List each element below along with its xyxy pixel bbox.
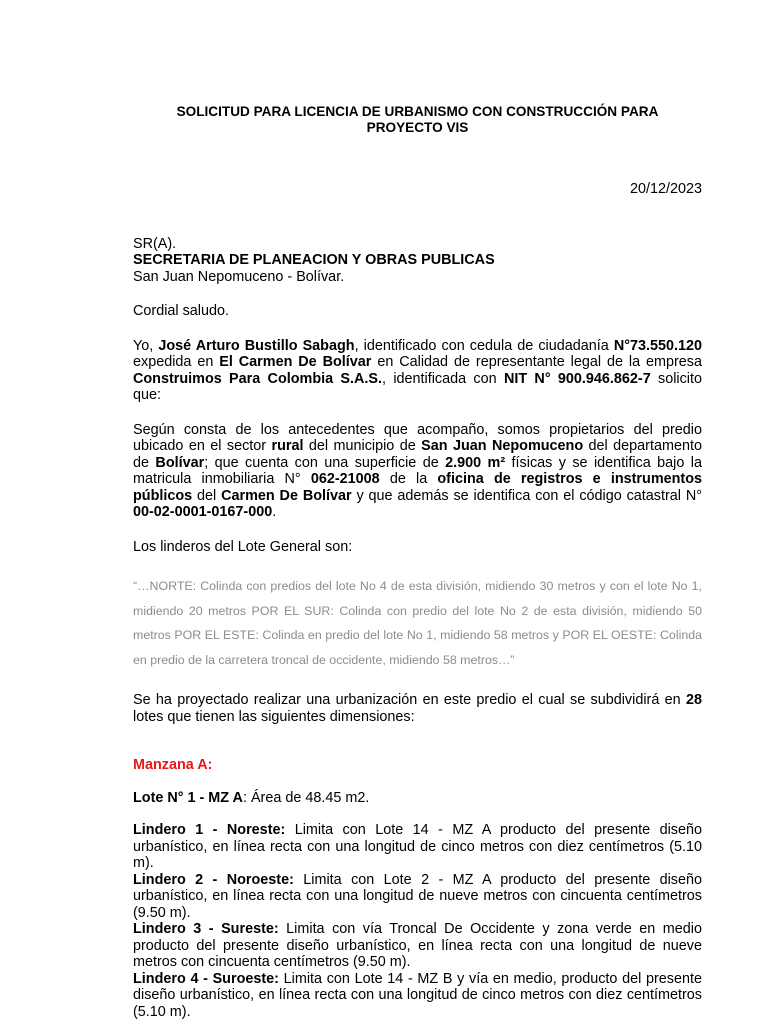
lindero-item: [133, 872, 702, 922]
property-municipality: San Juan Nepomuceno: [421, 438, 584, 454]
property-sector: rural: [271, 438, 304, 454]
addressee-block: [133, 236, 702, 286]
lote-line: [133, 790, 702, 807]
id-issue-place: El Carmen De Bolívar: [219, 354, 372, 370]
property-text: del: [192, 487, 222, 504]
property-text: de la: [379, 471, 438, 487]
intro-text: en Calidad de representante legal de la empresa: [371, 354, 703, 370]
lindero-item: [133, 971, 702, 1021]
lindero-item: [133, 822, 702, 872]
boundaries-heading: Los linderos del Lote General son:: [133, 538, 353, 555]
property-registration: 062-21008: [310, 471, 380, 487]
lote-area: : Área de 48.45 m2.: [242, 789, 370, 806]
subdivision-paragraph: [133, 692, 702, 725]
property-text: y que además se identifica con el código catastral N°: [351, 487, 702, 504]
lindero-text: Limita con Lote 14 - MZ A producto del presente diseño urbanístico, en línea recta con una longitud de cinco metros con diez centímetros (5.10 m).: [133, 822, 702, 871]
lindero-item: [133, 921, 702, 971]
lindero-label: Lindero 1 - Noreste:: [133, 822, 286, 838]
applicant-name: José Arturo Bustillo Sabagh: [158, 337, 355, 354]
applicant-id-number: N°73.550.120: [613, 337, 703, 354]
registry-office: oficina de registros e instrumentos públicos: [133, 471, 702, 504]
intro-text: Yo,: [133, 337, 159, 354]
linderos-list: [133, 822, 702, 1020]
addressee-location: San Juan Nepomuceno - Bolívar.: [133, 268, 345, 285]
lindero-text: Limita con Lote 2 - MZ A producto del presente diseño urbanístico, en línea recta con una longitud de nueve metros con cincuenta centímetros (9.50 m).: [133, 871, 702, 921]
property-text: .: [272, 504, 277, 520]
document-date: 20/12/2023: [629, 181, 702, 197]
property-text: físicas y se identifica bajo la matricula inmobiliaria N°: [133, 454, 702, 487]
lindero-label: Lindero 3 - Sureste:: [133, 921, 279, 937]
property-department: Bolívar: [155, 454, 205, 471]
company-name: Construimos Para Colombia S.A.S.: [133, 370, 383, 387]
title-line-1: SOLICITUD PARA LICENCIA DE URBANISMO CON CONSTRUCCIÓN PARA: [176, 104, 659, 119]
property-paragraph: [133, 422, 702, 521]
title-line-2: PROYECTO VIS: [366, 120, 469, 135]
greeting: Cordial saludo.: [133, 303, 229, 319]
addressee-office: SECRETARIA DE PLANEACION Y OBRAS PUBLICAS: [133, 252, 495, 268]
boundaries-quote: “…NORTE: Colinda con predios del lote No 4 de esta división, midiendo 30 metros y con el lote No 1, midiendo 20 metros POR EL SUR: Colinda con predio del lote No 2 de esta división, midiendo 50 metros POR EL ESTE: Colinda en predio del lote No 1, midiendo 58 metros y POR EL OESTE: Colinda en predio de la carretera troncal de occidente, midiendo 58 metros…”: [133, 579, 702, 667]
property-area: 2.900 m²: [445, 454, 506, 471]
lindero-label: Lindero 4 - Suroeste:: [133, 970, 279, 987]
intro-paragraph: [133, 338, 702, 404]
manzana-heading: Manzana A:: [133, 757, 213, 773]
property-text: del municipio de: [303, 438, 422, 454]
property-text: del departamento de: [133, 438, 702, 471]
lindero-text: Limita con vía Troncal De Occidente y zona verde en medio producto del presente diseño urbanístico, en línea recta con una longitud de nueve metros con cincuenta centímetros (9.50 m).: [133, 921, 703, 970]
intro-text: , identificado con cedula de ciudadanía: [354, 337, 614, 354]
subdivision-text: Se ha proyectado realizar una urbanización en este predio el cual se subdividirá en: [133, 692, 686, 708]
registry-place: Carmen De Bolívar: [221, 487, 352, 504]
cadastral-code: 00-02-0001-0167-000: [133, 504, 273, 520]
company-nit: NIT N° 900.946.862-7: [503, 370, 651, 387]
intro-text: , identificada con: [382, 370, 504, 387]
intro-text: expedida en: [133, 354, 220, 370]
lindero-text: Limita con Lote 14 - MZ B y vía en medio, producto del presente diseño urbanístico, en línea recta con una longitud de cinco metros con diez centímetros (5.10 m).: [133, 970, 702, 1020]
lot-count: 28: [685, 692, 702, 708]
document-title: [133, 104, 702, 136]
subdivision-text: lotes que tienen las siguientes dimensiones:: [133, 708, 415, 725]
addressee-salutation: SR(A).: [133, 235, 177, 252]
property-text: ; que cuenta con una superficie de: [204, 454, 446, 471]
intro-text: solicito que:: [133, 370, 702, 403]
property-text: Según consta de los antecedentes que acompaño, somos propietarios del predio ubicado en el sector: [133, 421, 702, 454]
lindero-label: Lindero 2 - Noroeste:: [133, 871, 294, 888]
lote-label: Lote N° 1 - MZ A: [133, 789, 243, 806]
